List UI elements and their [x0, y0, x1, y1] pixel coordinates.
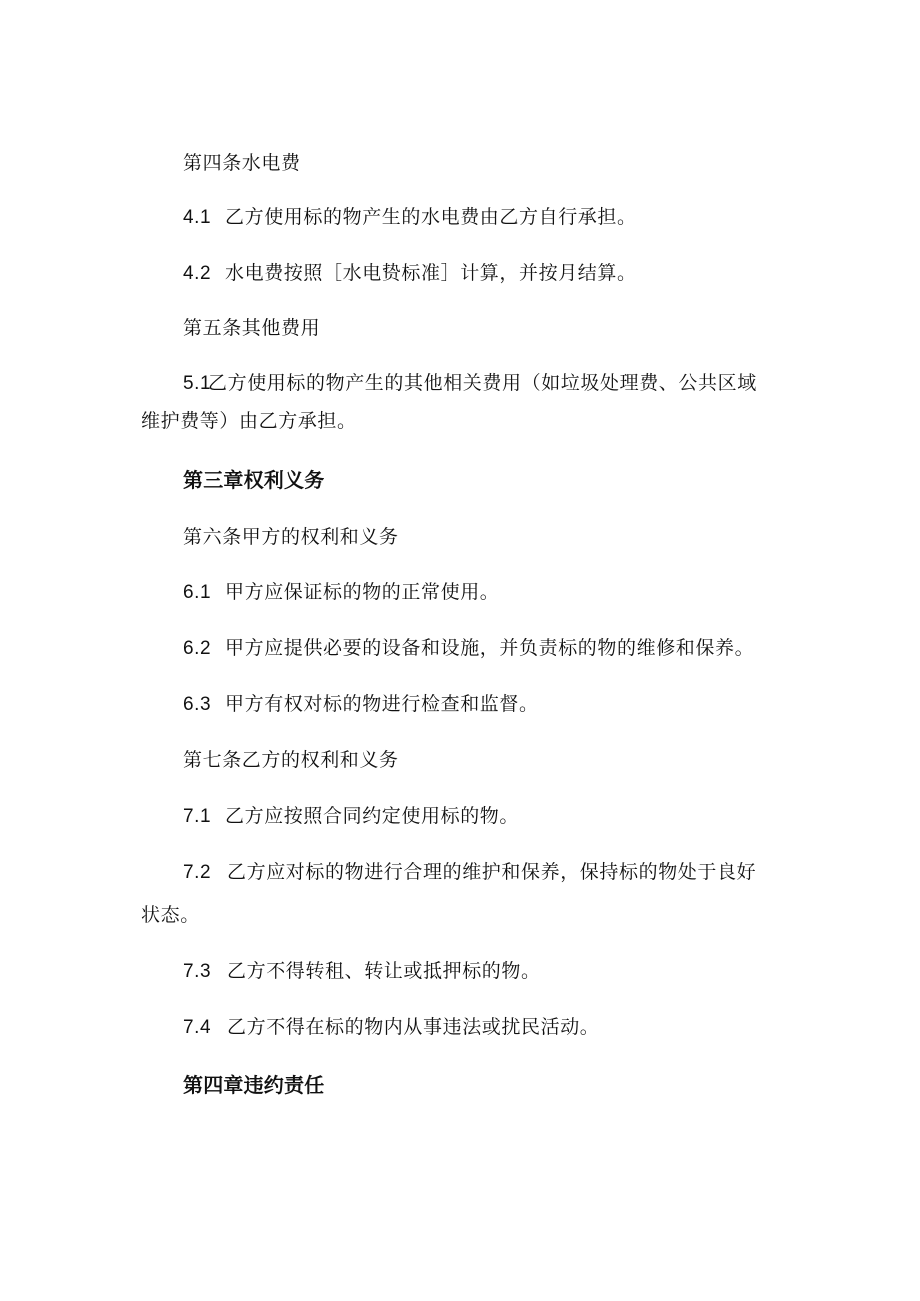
clause-7-1	[183, 804, 519, 829]
clause-text: 水电费按照［水电贽标准］计算，并按月结算。	[225, 262, 637, 284]
clause-number: 7.2	[183, 862, 212, 883]
chapter-3-heading: 第三章权利义务	[183, 468, 325, 492]
clause-text: 乙方应按照合同约定使用标的物。	[225, 805, 520, 827]
clause-6-2	[183, 636, 754, 661]
clause-text: 甲方应保证标的物的正常使用。	[225, 581, 500, 603]
article-6-heading: 第六条甲方的权利和义务	[183, 526, 399, 548]
clause-5-1-line-2: 维护费等）由乙方承担。	[141, 410, 357, 432]
clause-text: 甲方应提供必要的设备和设施，并负责标的物的维修和保养。	[225, 637, 755, 659]
article-5-heading: 第五条其他费用	[183, 317, 321, 339]
clause-number: 6.2	[183, 638, 212, 659]
clause-number: 7.3	[183, 961, 212, 982]
clause-text: 甲方有权对标的物进行检查和监督。	[225, 693, 539, 715]
clause-number: 7.1	[183, 806, 212, 827]
clause-7-2-line-2: 状态。	[141, 904, 200, 926]
clause-number: 4.1	[183, 207, 212, 228]
chapter-4-heading: 第四章违约责任	[183, 1073, 325, 1097]
clause-text: 乙方不得转租、转让或抵押标的物。	[227, 960, 541, 982]
clause-7-4	[183, 1015, 599, 1040]
clause-number: 6.1	[183, 582, 212, 603]
clause-7-2-line-1	[183, 860, 756, 885]
clause-4-1	[183, 205, 637, 230]
clause-number: 4.2	[183, 263, 212, 284]
clause-text: 乙方使用标的物产生的其他相关费用（如垃圾处理费、公共区域	[208, 372, 757, 394]
clause-number: 6.3	[183, 694, 212, 715]
clause-6-1	[183, 580, 499, 605]
clause-text: 乙方应对标的物进行合理的维护和保养，保持标的物处于良好	[227, 861, 757, 883]
clause-number: 7.4	[183, 1017, 212, 1038]
clause-5-1-line-1	[183, 371, 757, 396]
article-7-heading: 第七条乙方的权利和义务	[183, 749, 399, 771]
clause-text: 乙方不得在标的物内从事违法或扰民活动。	[227, 1016, 600, 1038]
clause-4-2	[183, 261, 637, 286]
clause-number: 5.1	[183, 373, 212, 394]
clause-6-3	[183, 692, 539, 717]
clause-7-3	[183, 959, 541, 984]
clause-text: 乙方使用标的物产生的水电费由乙方自行承担。	[225, 206, 637, 228]
article-4-heading: 第四条水电费	[183, 152, 301, 174]
